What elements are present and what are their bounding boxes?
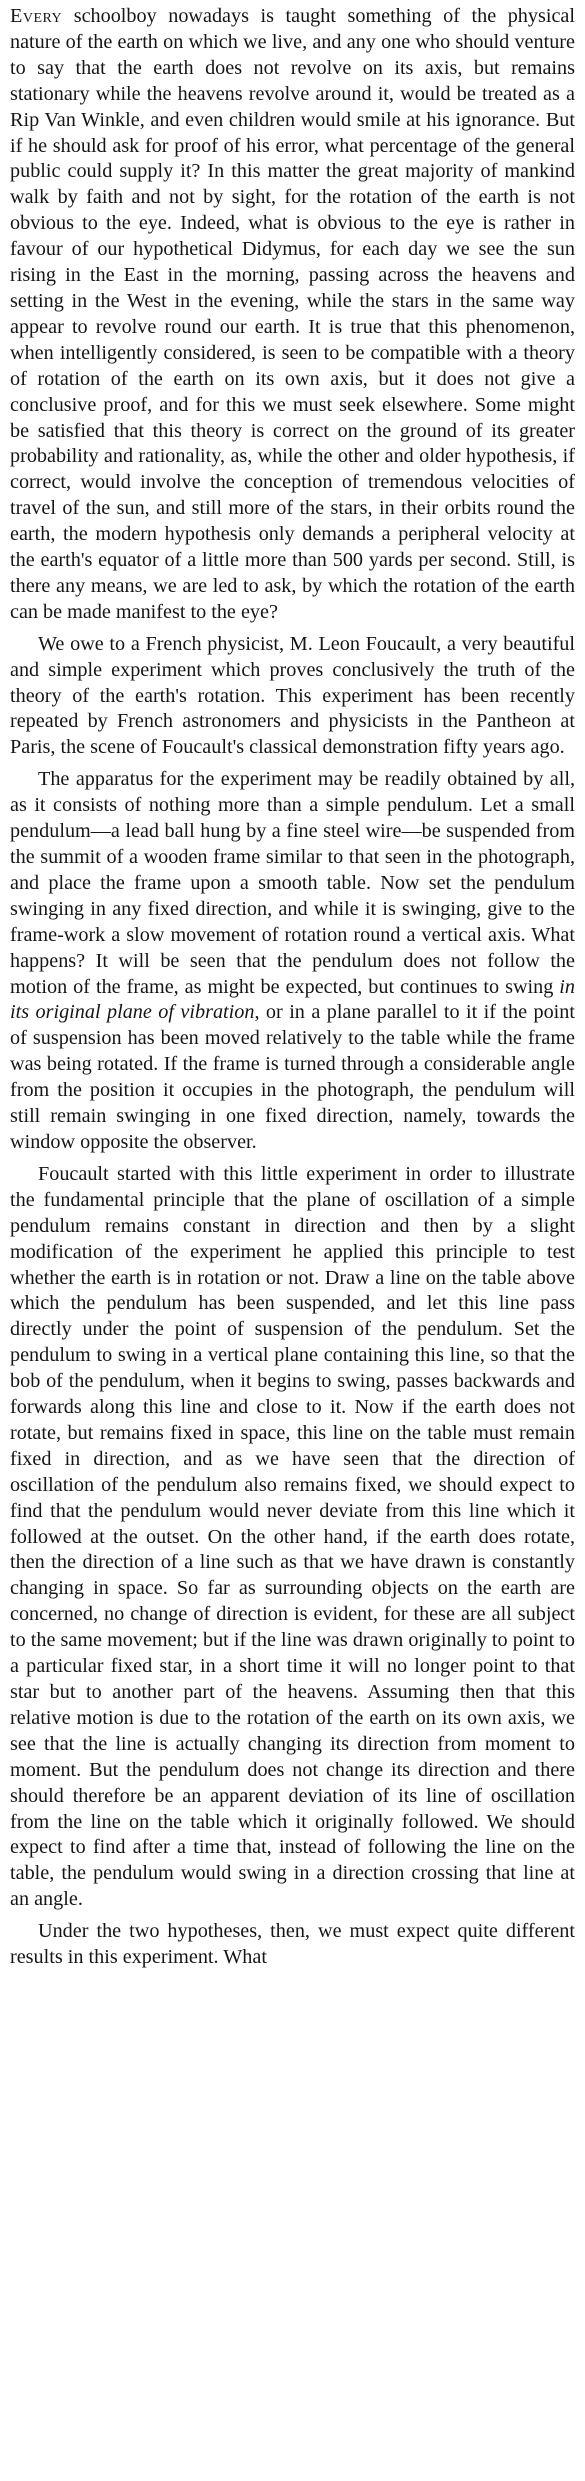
italic-phrase: in its original plane of vibration bbox=[10, 975, 575, 1024]
paragraph-intro-text: schoolboy nowadays is taught something of the physical nature of the earth on which we live, and any one who should venture to say that the earth does not revolve on its axis, but remains stationary while the heavens revolve around it, would be treated as a Rip Van Winkle, and even children would smile at his ignorance. But if he should ask for proof of his error, what percentage of the general public could supply it? In this matter the great majority of mankind walk by faith and not by sight, for the rotation of the earth is not obvious to the eye. Indeed, what is obvious to the eye is rather in favour of our hypothetical Didymus, for each day we see the sun rising in the East in the morning, passing across the heavens and setting in the West in the evening, while the stars in the same way appear to revolve round our earth. It is true that this phenomenon, when intelligently considered, is seen to be compatible with a theory of rotation of the earth on its own axis, but it does not give a conclusive proof, and for this we must seek elsewhere. Some might be satisfied that this theory is correct on the ground of its greater probability and rationality, as, while the other and older hypothesis, if correct, would involve the conception of tremendous velocities of travel of the sun, and still more of the stars, in their orbits round the earth, the modern hypothesis only demands a peripheral velocity at the earth's equator of a little more than 500 yards per second. Still, is there any means, we are led to ask, by which the rotation of the earth can be made manifest to the eye? bbox=[10, 5, 575, 623]
paragraph-hypotheses: Under the two hypotheses, then, we must expect quite different results in this experiment. What bbox=[10, 1920, 575, 1969]
paragraph-principle: Foucault started with this little experiment in order to illustrate the fundamental principle that the plane of oscillation of a simple pendulum remains constant in direction and then by a slight modification of the experiment he applied this principle to test whether the earth is in rotation or not. Draw a line on the table above which the pendulum has been suspended, and let this line pass directly under the point of suspension of the pendulum. Set the pendulum to swing in a vertical plane containing this line, so that the bob of the pendulum, when it begins to swing, passes backwards and forwards along this line and close to it. Now if the earth does not rotate, but remains fixed in space, this line on the table must remain fixed in direction, and as we have seen that the direction of oscillation of the pendulum also remains fixed, we should expect to find that the pendulum would never deviate from this line which it followed at the outset. On the other hand, if the earth does rotate, then the direction of a line such as that we have drawn is constantly changing in space. So far as surrounding objects on the earth are concerned, no change of direction is evident, for these are all subject to the same movement; but if the line was drawn originally to point to a particular fixed star, in a short time it will no longer point to that star but to another part of the heavens. Assuming then that this relative motion is due to the rotation of the earth on its own axis, we see that the line is actually changing its direction from moment to moment. But the pendulum does not change its direction and there should therefore be an apparent deviation of its line of oscillation from the line on the table which it originally followed. We should expect to find after a time that, instead of following the line on the table, the pendulum would swing in a direction crossing that line at an angle. bbox=[10, 1162, 575, 1911]
paragraph-foucault: We owe to a French physicist, M. Leon Foucault, a very beautiful and simple experiment which proves conclusively the truth of the theory of the earth's rotation. This experiment has been recently repeated by French astronomers and physicists in the Pantheon at Paris, the scene of Foucault's classical demonstration fifty years ago. bbox=[10, 632, 575, 759]
lead-word: Every bbox=[10, 5, 63, 27]
paragraph-intro bbox=[10, 4, 575, 626]
paragraph-apparatus-text-a: The apparatus for the experiment may be readily obtained by all, as it consists of nothing more than a simple pendulum. Let a small pendulum—a lead ball hung by a fine steel wire—be suspended from the summit of a wooden frame similar to that seen in the photograph, and place the frame upon a smooth table. Now set the pendulum swinging in any fixed direction, and while it is swinging, give to the frame-work a slow movement of rotation round a vertical axis. What happens? It will be seen that the pendulum does not follow the motion of the frame, as might be expected, but continues to swing bbox=[10, 768, 575, 998]
paragraph-apparatus-text-b: , or in a plane parallel to it if the point of suspension has been moved relatively to the table while the frame was being rotated. If the frame is turned through a considerable angle from the position it occupies in the photograph, the pendulum will still remain swinging in one fixed direction, namely, towards the window opposite the observer. bbox=[10, 1001, 575, 1153]
paragraph-apparatus bbox=[10, 767, 575, 1156]
